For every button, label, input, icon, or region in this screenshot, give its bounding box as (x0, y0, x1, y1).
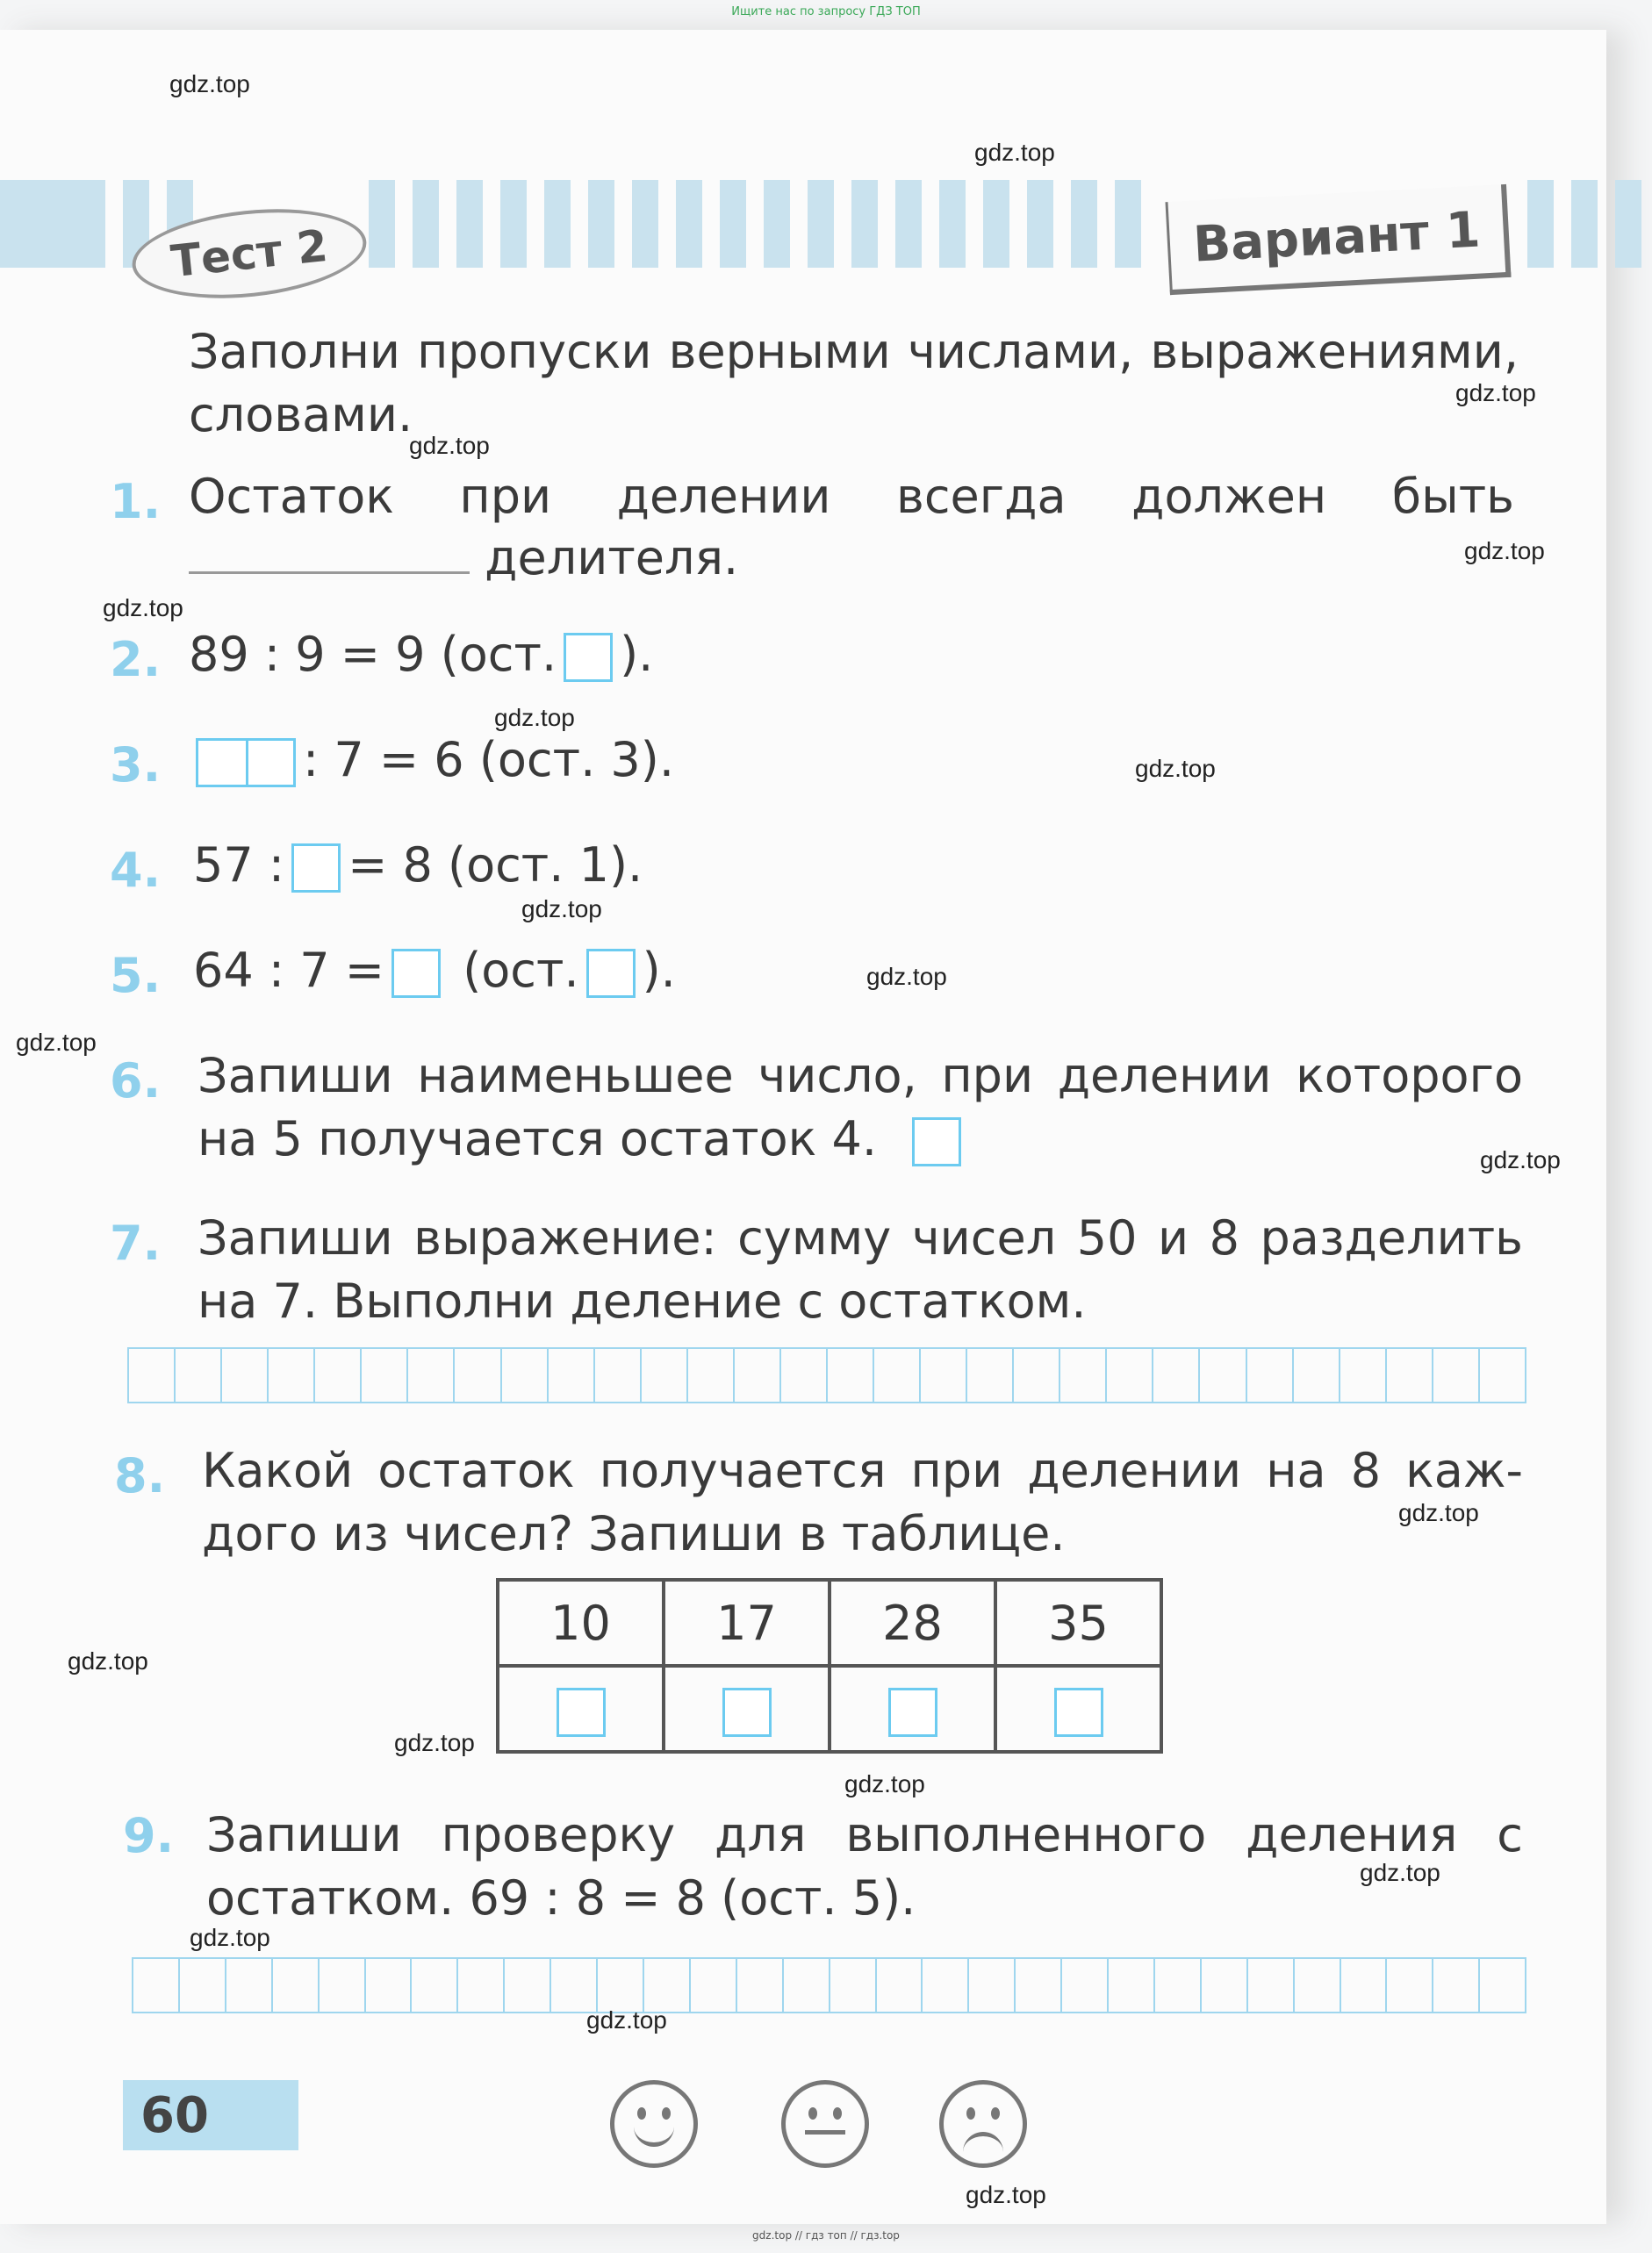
task-6-line2: на 5 получается остаток 4. (198, 1108, 968, 1171)
task-3-text: : 7 = 6 (ост. 3). (189, 728, 674, 792)
watermark: gdz.top (1464, 537, 1545, 564)
task-8-text: Какой остаток получается при делении на 8 каж- (202, 1443, 1523, 1498)
watermark: gdz.top (1398, 1499, 1479, 1526)
watermark: gdz.top (521, 895, 602, 922)
table-number: 28 (830, 1580, 995, 1666)
task-8-number: 8. (114, 1448, 166, 1503)
watermark: gdz.top (586, 2006, 667, 2034)
answer-blank[interactable] (189, 571, 470, 574)
task-5-number: 5. (110, 948, 162, 1003)
answer-box[interactable] (564, 633, 613, 682)
task-1-number: 1. (110, 474, 162, 529)
bottom-banner: gdz.top // гдз топ // гдз.top (752, 2229, 900, 2242)
watermark: gdz.top (844, 1770, 925, 1797)
task-8-line2: дого из чисел? Запиши в таблице. (202, 1506, 1066, 1561)
watermark: gdz.top (409, 432, 490, 459)
task-7-text: Запиши выражение: сумму чисел 50 и 8 разделить (198, 1210, 1523, 1266)
task-4-text: 57 : = 8 (ост. 1). (193, 837, 643, 893)
watermark: gdz.top (966, 2181, 1046, 2208)
table-number: 35 (995, 1580, 1161, 1666)
task-1-line2: делителя. (189, 527, 738, 590)
remainder-table (496, 1578, 1163, 1754)
neutral-face-icon[interactable] (781, 2080, 869, 2168)
watermark: gdz.top (169, 70, 250, 97)
answer-box[interactable] (391, 949, 441, 998)
answer-box[interactable] (912, 1117, 961, 1166)
answer-box[interactable] (557, 1688, 606, 1737)
answer-box-2-digits[interactable] (196, 738, 296, 787)
watermark: gdz.top (394, 1729, 475, 1756)
table-number: 17 (664, 1580, 830, 1666)
answer-cell-row[interactable] (127, 1347, 1526, 1403)
task-7-line2: на 7. Выполни деление с остатком. (198, 1274, 1087, 1329)
task-1-text: Остаток при делении всегда должен быть (189, 469, 1514, 524)
task-9-number: 9. (123, 1808, 175, 1863)
watermark: gdz.top (16, 1029, 97, 1056)
answer-box[interactable] (291, 843, 341, 893)
table-answer-cell (664, 1666, 830, 1752)
page-number: 60 (123, 2080, 298, 2150)
watermark: gdz.top (1480, 1146, 1561, 1173)
answer-box[interactable] (586, 949, 636, 998)
table-answer-cell (995, 1666, 1161, 1752)
answer-cell-row[interactable] (132, 1957, 1526, 2013)
watermark: gdz.top (190, 1924, 270, 1951)
task-9-line2: остатком. 69 : 8 = 8 (ост. 5). (206, 1870, 916, 1926)
instruction: Заполни пропуски верными числами, выражениями, словами. (189, 324, 1519, 442)
sad-face-icon[interactable] (939, 2080, 1027, 2168)
watermark: gdz.top (494, 704, 575, 731)
task-6-text: Запиши наименьшее число, при делении которого (198, 1048, 1523, 1103)
smile-face-icon[interactable] (610, 2080, 698, 2168)
watermark: gdz.top (1455, 379, 1536, 406)
watermark: gdz.top (974, 139, 1055, 166)
task-2-number: 2. (110, 632, 162, 687)
variant-label: Вариант 1 (1165, 184, 1511, 295)
task-2-text: 89 : 9 = 9 (ост. ). (189, 627, 654, 682)
task-9-text: Запиши проверку для выполненного деления с (206, 1807, 1523, 1862)
table-answer-cell (830, 1666, 995, 1752)
watermark: gdz.top (866, 963, 947, 990)
table-number: 10 (498, 1580, 664, 1666)
task-3-number: 3. (110, 737, 162, 793)
table-answer-cell (498, 1666, 664, 1752)
task-7-number: 7. (110, 1216, 162, 1271)
task-4-number: 4. (110, 843, 162, 898)
top-banner: Ищите нас по запросу ГДЗ ТОП (731, 5, 921, 18)
watermark: gdz.top (68, 1647, 148, 1675)
watermark: gdz.top (1135, 755, 1216, 782)
answer-box[interactable] (888, 1688, 937, 1737)
answer-box[interactable] (1054, 1688, 1103, 1737)
task-6-number: 6. (110, 1053, 162, 1109)
watermark: gdz.top (103, 594, 183, 621)
task-5-text: 64 : 7 = (ост. ). (193, 943, 676, 998)
test-label: Тест 2 (128, 198, 371, 308)
answer-box[interactable] (722, 1688, 772, 1737)
watermark: gdz.top (1360, 1859, 1440, 1886)
